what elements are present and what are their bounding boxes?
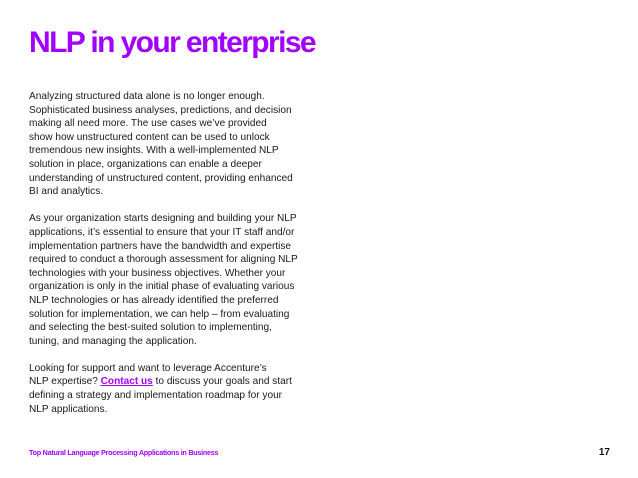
paragraph-line: As your organization starts designing and building your NLP	[29, 213, 297, 225]
paragraph-2	[29, 212, 314, 348]
paragraph-line: BI and analytics.	[29, 186, 104, 198]
paragraph-line: and selecting the best-suited solution to implementing,	[29, 322, 272, 334]
paragraph-line: applications, it’s essential to ensure that your IT staff and/or	[29, 226, 295, 238]
paragraph-3	[29, 362, 314, 416]
paragraph-line: defining a strategy and implementation roadmap for your	[29, 390, 283, 402]
contact-us-link[interactable]: Contact us	[100, 376, 153, 388]
paragraph-line: show how unstructured content can be used to unlock	[29, 131, 270, 143]
paragraph-text: to discuss your goals and start	[152, 376, 292, 388]
paragraph-text: NLP expertise?	[29, 376, 101, 388]
paragraph-line: Looking for support and want to leverage Accenture’s	[29, 362, 267, 374]
paragraph-line: technologies with your business objectives. Whether your	[29, 267, 286, 279]
paragraph-line: NLP technologies or has already identified the preferred	[29, 294, 279, 306]
paragraph-line: tremendous new insights. With a well-implemented NLP	[29, 145, 279, 157]
paragraph-line: solution in place, organizations can enable a deeper	[29, 158, 262, 170]
paragraph-line: tuning, and managing the application.	[29, 335, 197, 347]
page-title: NLP in your enterprise	[29, 26, 315, 59]
footer-document-title: Top Natural Language Processing Applications in Business	[29, 448, 219, 457]
paragraph-line: understanding of unstructured content, providing enhanced	[29, 172, 293, 184]
paragraph-line	[29, 375, 314, 389]
paragraph-line: implementation partners have the bandwidth and expertise	[29, 240, 292, 252]
paragraph-line: Sophisticated business analyses, predictions, and decision	[29, 104, 292, 116]
paragraph-line: organization is only in the initial phase of evaluating various	[29, 281, 295, 293]
paragraph-line: required to conduct a thorough assessment for aligning NLP	[29, 254, 298, 266]
paragraph-line: NLP applications.	[29, 403, 108, 415]
paragraph-1	[29, 90, 314, 199]
paragraph-line: making all need more. The use cases we’ve provided	[29, 118, 267, 130]
body-text	[29, 90, 314, 430]
paragraph-line: Analyzing structured data alone is no longer enough.	[29, 91, 265, 102]
paragraph-line: solution for implementation, we can help – from evaluating	[29, 308, 290, 320]
page-number: 17	[598, 447, 610, 458]
